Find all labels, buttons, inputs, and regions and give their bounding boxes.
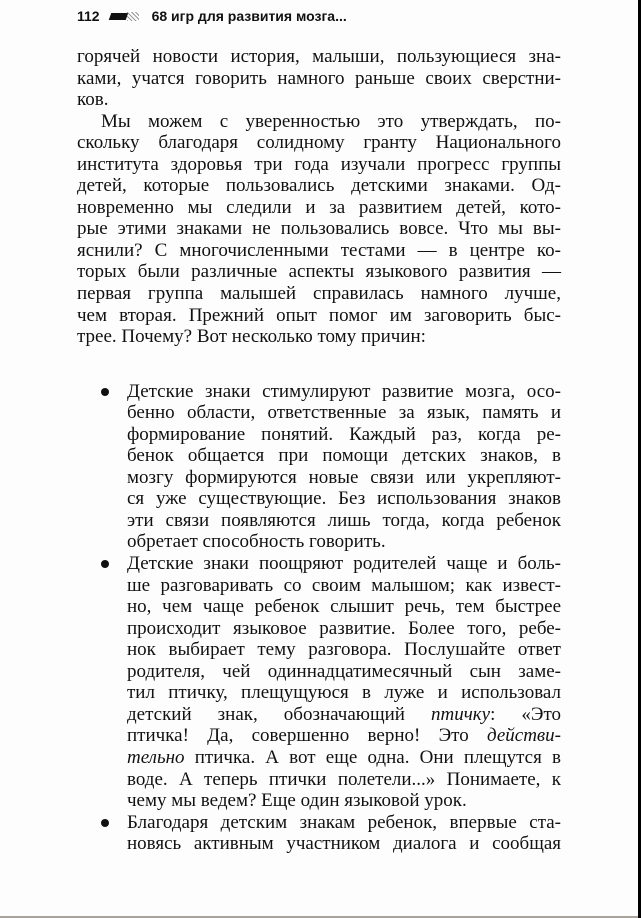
bullet-item-1 xyxy=(77,381,561,553)
bullet-icon xyxy=(101,560,109,568)
text-run: птичка! Да, совершенно верно! Это xyxy=(127,725,487,747)
page-body xyxy=(77,46,561,855)
paragraph-2 xyxy=(77,111,561,348)
text-line: ше разговаривать со своим малышом; как извест- xyxy=(127,574,561,596)
text-line: трее. Почему? Вот несколько тому причин: xyxy=(77,326,426,348)
text-line: Мы можем с уверенностью это утверждать, по- xyxy=(101,110,561,132)
text-line: эти связи появляются лишь тогда, когда ребенок xyxy=(127,509,561,531)
text-line: обретает способность говорить. xyxy=(127,531,386,553)
text-line: института здоровья три года изучали прогресс группы xyxy=(77,153,561,175)
bullet-icon xyxy=(101,388,109,396)
text-run: птичка. А вот еще одна. Они плещутся в xyxy=(184,746,561,768)
text-line: первая группа малышей справилась намного лучше, xyxy=(77,283,561,305)
text-line: рые этими знаками не пользовались вовсе. Что мы вы- xyxy=(77,218,561,240)
text-line: Благодаря детским знакам ребенок, впервые ста- xyxy=(127,811,561,833)
text-run: детский знак, обозначающий xyxy=(127,703,431,725)
page-number: 112 xyxy=(77,8,100,24)
text-line: тил птичку, плещущуюся в луже и использовал xyxy=(127,682,561,704)
text-line: новременно мы следили и за развитием детей, кото- xyxy=(77,196,561,218)
text-line: формирование понятий. Каждый раз, когда ре- xyxy=(127,423,561,445)
text-line: ками, учатся говорить намного раньше своих сверстни- xyxy=(77,67,561,89)
text-line: детей, которые пользовались детскими знаками. Од- xyxy=(77,175,561,197)
text-line: скольку благодаря солидному гранту Национального xyxy=(77,132,561,154)
text-line: бенок общается при помощи детских знаков, в xyxy=(127,445,561,467)
text-line: новясь активным участником диалога и сообщая xyxy=(127,833,561,855)
running-header xyxy=(77,6,347,26)
text-line: торых были различные аспекты языкового развития — xyxy=(77,261,561,283)
text-line: нок выбирает тему разговора. Послушайте ответ xyxy=(127,639,561,661)
header-ornament-icon xyxy=(110,11,140,21)
text-line: Детские знаки стимулируют развитие мозга, осо- xyxy=(127,380,561,402)
text-line: мозгу формируются новые связи или укрепляют- xyxy=(127,466,561,488)
emphasis-text: тельно xyxy=(127,746,185,768)
text-line xyxy=(127,747,561,769)
text-line: ся уже существующие. Без использования знаков xyxy=(127,488,561,510)
bullet-item-3 xyxy=(77,812,561,855)
text-line: воде. А теперь птички полетели...» Понимаете, к xyxy=(127,768,561,790)
bullet-item-2 xyxy=(77,553,561,812)
text-run: : «Это xyxy=(490,703,561,725)
text-line: горячей новости история, малыши, пользующиеся зна- xyxy=(77,46,561,67)
text-line: происходит языковое развитие. Более того, ребе- xyxy=(127,617,561,639)
text-line: Детские знаки поощряют родителей чаще и боль- xyxy=(127,553,561,575)
emphasis-text: действи- xyxy=(486,725,561,747)
text-line: но, чем чаще ребенок слышит речь, тем быстрее xyxy=(127,596,561,618)
emphasis-text: птичку xyxy=(430,703,491,725)
bullet-icon xyxy=(101,819,109,827)
text-line xyxy=(127,725,561,747)
text-line xyxy=(127,704,561,726)
text-line: ков. xyxy=(77,89,109,111)
paragraph-1 xyxy=(77,46,561,111)
text-line: бенно области, ответственные за язык, память и xyxy=(127,402,561,424)
text-line: чему мы ведем? Еще один языковой урок. xyxy=(127,790,467,812)
text-line: яснили? С многочисленными тестами — в центре ко- xyxy=(77,239,561,261)
text-line: чем вторая. Прежний опыт помог им заговорить быс- xyxy=(77,304,561,326)
running-title: 68 игр для развития мозга... xyxy=(151,8,347,24)
text-line: родителя, чей одиннадцатимесячный сын заме- xyxy=(127,660,561,682)
